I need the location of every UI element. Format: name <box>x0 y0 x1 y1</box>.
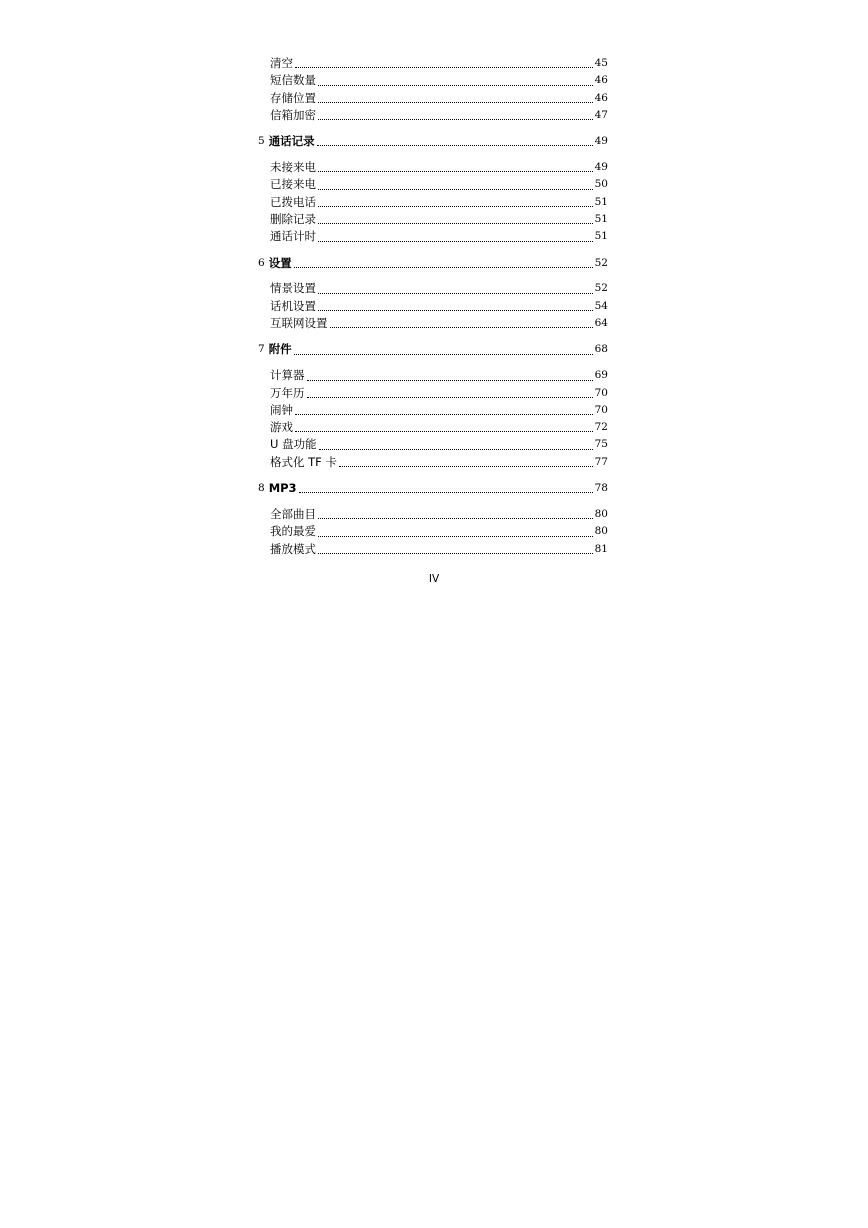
entry-title: 信箱加密 <box>270 107 316 122</box>
dot-leader <box>294 354 593 355</box>
dot-leader <box>318 171 593 172</box>
dot-leader <box>318 223 593 224</box>
page-ref: 54 <box>594 299 608 312</box>
dot-leader <box>318 85 593 86</box>
toc-entry[interactable] <box>258 367 608 384</box>
page-ref: 47 <box>594 108 608 121</box>
toc-entry[interactable] <box>258 211 608 228</box>
toc-entry[interactable] <box>258 298 608 315</box>
dot-leader <box>317 145 593 146</box>
dot-leader <box>318 518 593 519</box>
dot-leader <box>318 241 593 242</box>
toc-entry[interactable] <box>258 541 608 558</box>
toc-chapter[interactable] <box>258 480 608 497</box>
toc-entry[interactable] <box>258 194 608 211</box>
chapter-title: MP3 <box>268 481 297 496</box>
chapter-number: 6 <box>258 256 265 269</box>
toc-entry[interactable] <box>258 385 608 402</box>
toc-entry[interactable] <box>258 506 608 523</box>
dot-leader <box>318 553 593 554</box>
toc-entry[interactable] <box>258 280 608 297</box>
toc-entry[interactable] <box>258 315 608 332</box>
entry-title: 播放模式 <box>270 541 316 556</box>
toc-entry[interactable] <box>258 419 608 436</box>
page-ref: 52 <box>594 256 608 269</box>
page-ref: 70 <box>594 403 608 416</box>
page-ref: 69 <box>594 369 608 382</box>
page-ref: 78 <box>594 482 608 495</box>
entry-title: U 盘功能 <box>270 437 317 452</box>
entry-title: 删除记录 <box>270 211 316 226</box>
dot-leader <box>318 189 593 190</box>
dot-leader <box>318 102 593 103</box>
page-ref: 51 <box>594 195 608 208</box>
dot-leader <box>318 119 593 120</box>
dot-leader <box>295 414 593 415</box>
toc-entry[interactable] <box>258 228 608 245</box>
dot-leader <box>318 310 593 311</box>
page-number: IV <box>428 573 440 585</box>
page-ref: 75 <box>594 438 608 451</box>
dot-leader <box>307 380 593 381</box>
page-ref: 51 <box>594 230 608 243</box>
dot-leader <box>330 327 593 328</box>
chapter-number: 8 <box>258 482 265 495</box>
page-ref: 52 <box>594 282 608 295</box>
dot-leader <box>339 466 593 467</box>
entry-title: 互联网设置 <box>270 316 328 331</box>
page-ref: 49 <box>594 135 608 148</box>
page-ref: 72 <box>594 421 608 434</box>
toc-entry[interactable] <box>258 402 608 419</box>
entry-title: 通话计时 <box>270 229 316 244</box>
dot-leader <box>295 67 593 68</box>
chapter-number: 7 <box>258 343 265 356</box>
entry-title: 格式化 TF 卡 <box>270 454 337 469</box>
page-ref: 68 <box>594 343 608 356</box>
entry-title: 短信数量 <box>270 73 316 88</box>
entry-title: 已拨电话 <box>270 194 316 209</box>
entry-title: 万年历 <box>270 385 305 400</box>
page-ref: 45 <box>594 57 608 69</box>
page-ref: 49 <box>594 161 608 174</box>
entry-title: 存储位置 <box>270 90 316 105</box>
entry-title: 我的最爱 <box>270 524 316 539</box>
toc-entry[interactable] <box>258 454 608 471</box>
chapter-title: 附件 <box>268 342 292 357</box>
entry-title: 计算器 <box>270 368 305 383</box>
page-ref: 50 <box>594 178 608 191</box>
entry-title: 闹钟 <box>270 402 293 417</box>
chapter-number: 5 <box>258 135 265 148</box>
dot-leader <box>319 449 593 450</box>
toc-entry[interactable] <box>258 72 608 89</box>
toc-entry[interactable] <box>258 176 608 193</box>
toc-entry[interactable] <box>258 55 608 72</box>
toc-chapter[interactable] <box>258 133 608 150</box>
page-ref: 81 <box>594 542 608 555</box>
page-ref: 70 <box>594 386 608 399</box>
entry-title: 全部曲目 <box>270 506 316 521</box>
dot-leader <box>295 431 593 432</box>
page-ref: 77 <box>594 455 608 468</box>
dot-leader <box>318 536 593 537</box>
entry-title: 情景设置 <box>270 281 316 296</box>
toc-entry[interactable] <box>258 107 608 124</box>
page-ref: 64 <box>594 317 608 330</box>
toc-entry[interactable] <box>258 90 608 107</box>
dot-leader <box>318 293 593 294</box>
entry-title: 清空 <box>270 56 293 70</box>
entry-title: 已接来电 <box>270 177 316 192</box>
toc-entry[interactable] <box>258 436 608 453</box>
dot-leader <box>294 267 593 268</box>
table-of-contents <box>258 55 608 558</box>
toc-entry[interactable] <box>258 523 608 540</box>
entry-title: 未接来电 <box>270 160 316 175</box>
chapter-title: 设置 <box>268 255 292 270</box>
page-ref: 46 <box>594 74 608 87</box>
page-ref: 80 <box>594 507 608 520</box>
entry-title: 话机设置 <box>270 298 316 313</box>
toc-chapter[interactable] <box>258 341 608 358</box>
page-ref: 46 <box>594 91 608 104</box>
toc-entry[interactable] <box>258 159 608 176</box>
page-ref: 51 <box>594 212 608 225</box>
entry-title: 游戏 <box>270 420 293 435</box>
dot-leader <box>299 492 593 493</box>
chapter-title: 通话记录 <box>268 134 315 149</box>
dot-leader <box>318 206 593 207</box>
dot-leader <box>307 397 593 398</box>
page-ref: 80 <box>594 525 608 538</box>
toc-chapter[interactable] <box>258 255 608 272</box>
